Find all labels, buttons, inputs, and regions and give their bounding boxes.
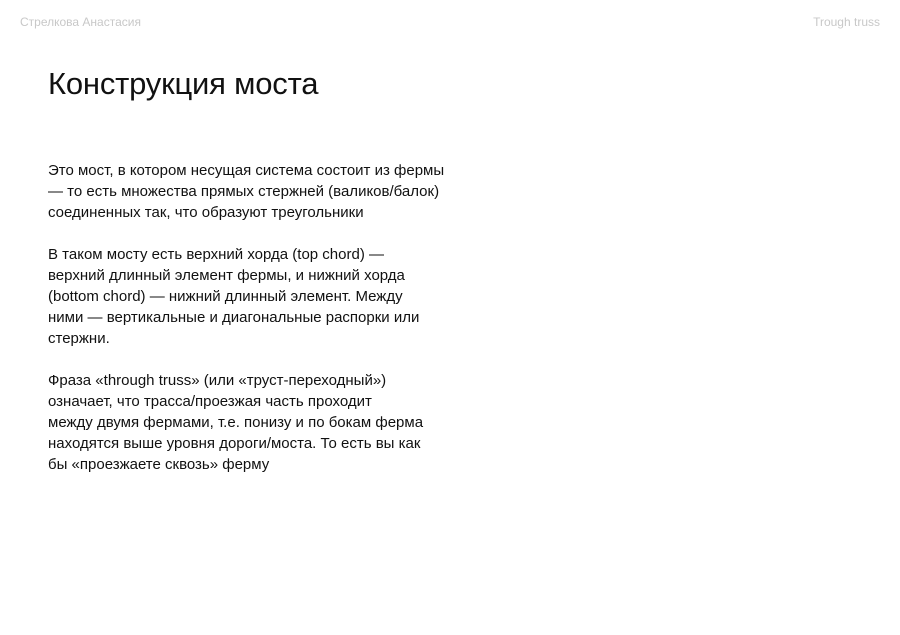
topic-label: Trough truss xyxy=(813,15,880,29)
text-line: соединенных так, что образуют треугольники xyxy=(48,204,364,221)
text-line: Это мост, в котором несущая система состоит из фермы xyxy=(48,162,445,179)
text-line: В таком мосту есть верхний хорда (top chord) — xyxy=(48,246,384,263)
text-line: (bottom chord) — нижний длинный элемент. Между xyxy=(48,288,403,305)
text-line: Фраза «through truss» (или «труст-переходный») xyxy=(48,372,387,389)
text-line: между двумя фермами, т.е. понизу и по бокам ферма xyxy=(48,414,424,431)
text-line: означает, что трасса/проезжая часть проходит xyxy=(48,393,372,410)
text-line: бы «проезжаете сквозь» ферму xyxy=(48,456,270,473)
text-line: — то есть множества прямых стержней (валиков/балок) xyxy=(48,183,440,200)
body-text xyxy=(48,160,468,496)
text-line: верхний длинный элемент фермы, и нижний хорда xyxy=(48,267,405,284)
paragraph-definition xyxy=(48,160,468,223)
page-title: Конструкция моста xyxy=(48,66,319,101)
page-header xyxy=(20,14,880,30)
paragraph-through-truss xyxy=(48,370,468,475)
author-name: Стрелкова Анастасия xyxy=(20,15,141,29)
paragraph-chords xyxy=(48,244,468,349)
text-line: ними — вертикальные и диагональные распорки или xyxy=(48,309,420,326)
text-line: находятся выше уровня дороги/моста. То есть вы как xyxy=(48,435,421,452)
text-line: стержни. xyxy=(48,330,110,347)
